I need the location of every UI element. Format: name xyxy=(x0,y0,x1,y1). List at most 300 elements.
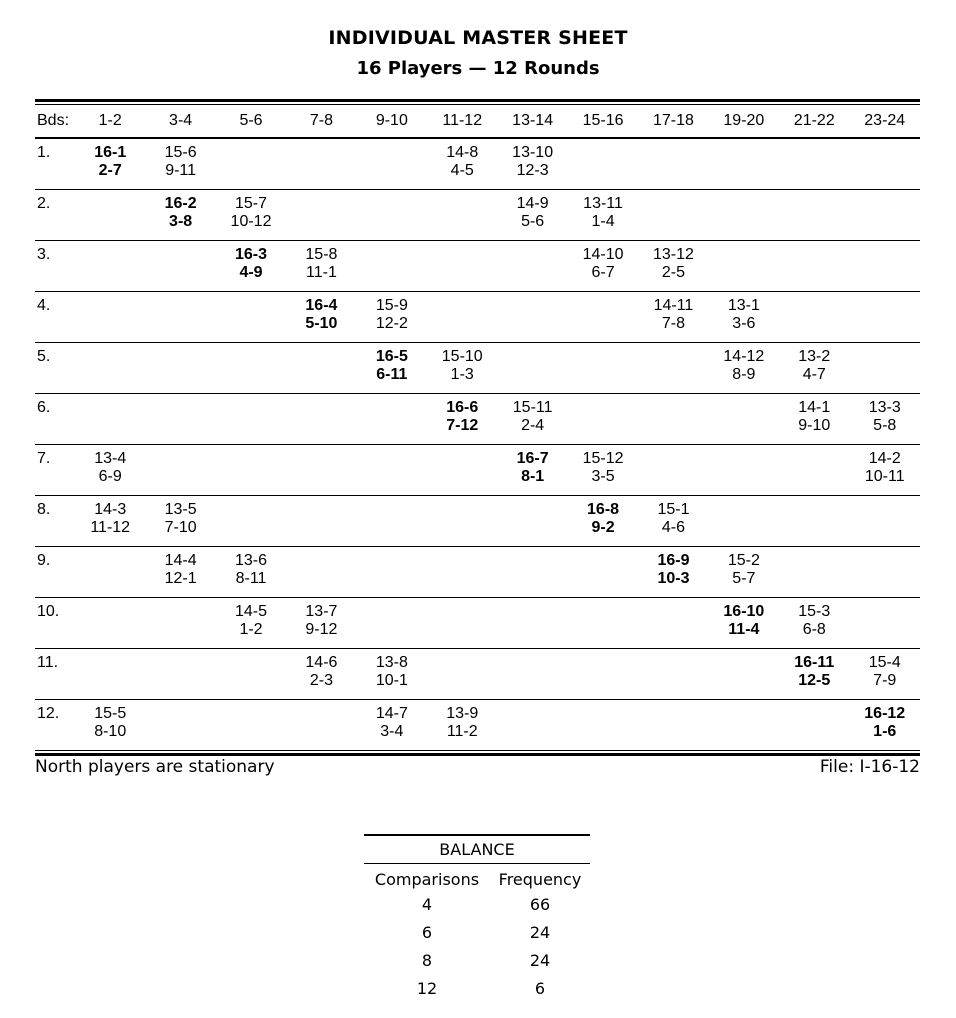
pairing-cell xyxy=(357,445,427,496)
ew-pair: 2-3 xyxy=(309,672,333,689)
pairing-cell xyxy=(638,496,708,547)
round-label: 7. xyxy=(37,450,51,467)
ns-pair: 16-7 xyxy=(516,450,549,467)
board-header: 1-2 xyxy=(98,112,122,129)
ew-pair: 4-6 xyxy=(661,519,686,536)
pairing-cell xyxy=(849,649,920,700)
frequency-value: 6 xyxy=(534,979,546,998)
ew-pair: 11-2 xyxy=(446,723,478,740)
pairing-cell xyxy=(497,547,567,598)
pairing-cell xyxy=(568,649,638,700)
pairing-cell xyxy=(779,598,849,649)
pairing-cell xyxy=(779,700,849,751)
pairing-cell xyxy=(216,292,286,343)
pairing-cell xyxy=(145,394,215,445)
pairing-cell xyxy=(427,700,497,751)
pairing-cell xyxy=(638,343,708,394)
round-row xyxy=(35,547,920,598)
ns-pair: 13-11 xyxy=(583,195,623,212)
pairing-cell xyxy=(709,394,779,445)
ns-pair: 16-12 xyxy=(864,705,906,722)
board-header: 13-14 xyxy=(512,112,554,129)
ew-pair: 3-5 xyxy=(591,468,615,485)
pairing-cell xyxy=(145,241,215,292)
ew-pair: 9-11 xyxy=(165,162,197,179)
ew-pair: 10-3 xyxy=(657,570,690,587)
pairing-cell xyxy=(216,445,286,496)
ew-pair: 7-8 xyxy=(661,315,686,332)
round-row xyxy=(35,700,920,751)
ns-pair: 15-1 xyxy=(657,501,690,518)
ew-pair: 7-10 xyxy=(164,519,197,536)
pairing-cell xyxy=(216,190,286,241)
pairing-cell xyxy=(709,138,779,190)
pairing-cell xyxy=(568,292,638,343)
pairing-cell xyxy=(427,343,497,394)
pairing-cell xyxy=(849,190,920,241)
pairing-cell xyxy=(286,700,356,751)
pairing-cell xyxy=(357,292,427,343)
pairing-cell xyxy=(497,649,567,700)
pairing-cell xyxy=(145,190,215,241)
round-row xyxy=(35,394,920,445)
round-row xyxy=(35,343,920,394)
pairing-cell xyxy=(709,700,779,751)
pairing-cell xyxy=(497,394,567,445)
pairing-cell xyxy=(286,190,356,241)
frequency-value: 24 xyxy=(529,951,551,970)
ns-pair: 13-9 xyxy=(446,705,479,722)
pairing-cell xyxy=(286,598,356,649)
ew-pair: 8-11 xyxy=(235,570,267,587)
pairing-cell xyxy=(75,394,145,445)
ew-pair: 10-1 xyxy=(375,672,408,689)
board-header: 17-18 xyxy=(652,112,694,129)
ns-pair: 15-8 xyxy=(305,246,338,263)
ns-pair: 16-5 xyxy=(375,348,408,365)
pairing-cell xyxy=(779,445,849,496)
pairing-cell xyxy=(75,292,145,343)
pairing-cell xyxy=(709,547,779,598)
pairing-cell xyxy=(497,700,567,751)
ew-pair: 12-3 xyxy=(516,162,549,179)
pairing-cell xyxy=(497,138,567,190)
pairing-cell xyxy=(286,547,356,598)
ns-pair: 14-8 xyxy=(446,144,479,161)
round-label: 9. xyxy=(37,552,51,569)
ns-pair: 15-10 xyxy=(441,348,483,365)
pairing-cell xyxy=(216,496,286,547)
ew-pair: 8-10 xyxy=(94,723,127,740)
round-label: 5. xyxy=(37,348,51,365)
pairing-cell xyxy=(216,343,286,394)
pairing-cell xyxy=(638,241,708,292)
ew-pair: 3-8 xyxy=(169,213,193,230)
board-header: 5-6 xyxy=(239,112,263,129)
pairing-cell xyxy=(75,598,145,649)
balance-row xyxy=(364,947,590,975)
frequency-header: Frequency xyxy=(498,870,582,889)
ns-pair: 15-9 xyxy=(375,297,408,314)
pairing-cell xyxy=(709,445,779,496)
pairing-cell xyxy=(357,598,427,649)
board-header: 11-12 xyxy=(442,112,483,129)
pairing-cell xyxy=(427,138,497,190)
ew-pair: 5-8 xyxy=(873,417,897,434)
ns-pair: 14-9 xyxy=(516,195,549,212)
ew-pair: 5-6 xyxy=(521,213,545,230)
pairing-cell xyxy=(145,547,215,598)
ns-pair: 15-5 xyxy=(94,705,127,722)
ns-pair: 13-4 xyxy=(94,450,127,467)
pairing-cell xyxy=(427,496,497,547)
pairing-cell xyxy=(638,138,708,190)
ns-pair: 13-1 xyxy=(727,297,760,314)
comparisons-value: 6 xyxy=(421,923,433,942)
sheet-body xyxy=(35,138,920,750)
ns-pair: 13-12 xyxy=(652,246,694,263)
pairing-cell xyxy=(427,649,497,700)
stationary-note: North players are stationary xyxy=(35,757,275,777)
pairing-cell xyxy=(849,598,920,649)
pairing-cell xyxy=(75,649,145,700)
ew-pair: 10-12 xyxy=(230,213,272,230)
balance-row xyxy=(364,891,590,919)
board-header: 15-16 xyxy=(582,112,624,129)
ns-pair: 16-9 xyxy=(657,552,690,569)
sheet-header xyxy=(35,105,920,138)
board-header: 3-4 xyxy=(169,112,193,129)
ns-pair: 14-12 xyxy=(723,348,765,365)
pairing-cell xyxy=(568,190,638,241)
pairing-cell xyxy=(709,241,779,292)
ns-pair: 15-12 xyxy=(582,450,624,467)
pairing-cell xyxy=(145,598,215,649)
round-row xyxy=(35,138,920,190)
pairing-cell xyxy=(497,190,567,241)
ew-pair: 2-4 xyxy=(521,417,545,434)
round-label: 8. xyxy=(37,501,51,518)
ew-pair: 5-7 xyxy=(732,570,756,587)
ns-pair: 14-1 xyxy=(798,399,831,416)
pairing-cell xyxy=(568,445,638,496)
ew-pair: 9-10 xyxy=(798,417,831,434)
pairing-cell xyxy=(286,343,356,394)
pairing-cell xyxy=(357,138,427,190)
pairing-cell xyxy=(145,445,215,496)
pairing-cell xyxy=(709,292,779,343)
ew-pair: 5-10 xyxy=(305,315,338,332)
pairing-cell xyxy=(216,241,286,292)
pairing-cell xyxy=(427,445,497,496)
pairing-cell xyxy=(568,138,638,190)
pairing-cell xyxy=(638,700,708,751)
frequency-value: 24 xyxy=(529,923,551,942)
pairing-cell xyxy=(286,292,356,343)
balance-header-row xyxy=(364,864,590,891)
ew-pair: 2-5 xyxy=(661,264,686,281)
pairing-cell xyxy=(286,445,356,496)
pairing-cell xyxy=(427,190,497,241)
pairing-cell xyxy=(427,241,497,292)
pairing-cell xyxy=(75,241,145,292)
pairing-cell xyxy=(849,292,920,343)
ew-pair: 9-2 xyxy=(591,519,615,536)
ew-pair: 7-9 xyxy=(873,672,897,689)
ns-pair: 13-6 xyxy=(235,552,268,569)
pairing-cell xyxy=(638,394,708,445)
ns-pair: 15-4 xyxy=(868,654,901,671)
pairing-cell xyxy=(497,241,567,292)
board-header: 7-8 xyxy=(309,112,333,129)
pairing-cell xyxy=(849,138,920,190)
ew-pair: 3-4 xyxy=(380,723,404,740)
balance-table xyxy=(364,834,590,1003)
pairing-cell xyxy=(357,649,427,700)
ew-pair: 12-5 xyxy=(798,672,831,689)
pairing-cell xyxy=(75,547,145,598)
ew-pair: 2-7 xyxy=(98,162,122,179)
frequency-value: 66 xyxy=(529,895,551,914)
footer xyxy=(35,757,920,777)
pairing-cell xyxy=(568,598,638,649)
round-row xyxy=(35,292,920,343)
ew-pair: 3-6 xyxy=(732,315,756,332)
pairing-cell xyxy=(497,445,567,496)
ew-pair: 12-1 xyxy=(164,570,197,587)
ns-pair: 14-3 xyxy=(94,501,127,518)
pairing-cell xyxy=(357,700,427,751)
pairing-cell xyxy=(779,547,849,598)
ew-pair: 1-4 xyxy=(591,213,615,230)
pairing-cell xyxy=(638,292,708,343)
pairing-cell xyxy=(779,496,849,547)
pairing-cell xyxy=(75,445,145,496)
page-title: INDIVIDUAL MASTER SHEET xyxy=(328,27,628,49)
pairing-cell xyxy=(427,394,497,445)
ns-pair: 16-3 xyxy=(235,246,268,263)
round-row xyxy=(35,496,920,547)
pairing-cell xyxy=(497,598,567,649)
pairing-cell xyxy=(568,241,638,292)
pairing-cell xyxy=(145,343,215,394)
pairing-cell xyxy=(849,241,920,292)
ns-pair: 13-3 xyxy=(868,399,901,416)
pairing-cell xyxy=(779,649,849,700)
ew-pair: 11-4 xyxy=(728,621,760,638)
pairing-cell xyxy=(709,496,779,547)
round-label: 1. xyxy=(37,144,51,161)
pairing-cell xyxy=(286,241,356,292)
pairing-cell xyxy=(568,343,638,394)
ns-pair: 15-6 xyxy=(164,144,197,161)
pairing-cell xyxy=(286,649,356,700)
pairing-cell xyxy=(286,394,356,445)
pairing-cell xyxy=(568,547,638,598)
ew-pair: 11-12 xyxy=(90,519,131,536)
pairing-cell xyxy=(779,138,849,190)
ns-pair: 16-11 xyxy=(794,654,835,671)
ew-pair: 4-9 xyxy=(239,264,263,281)
pairing-cell xyxy=(286,496,356,547)
ew-pair: 9-12 xyxy=(305,621,338,638)
pairing-cell xyxy=(849,343,920,394)
pairing-cell xyxy=(216,138,286,190)
balance-row xyxy=(364,975,590,1003)
pairing-cell xyxy=(638,445,708,496)
pairing-cell xyxy=(75,496,145,547)
pairing-cell xyxy=(75,138,145,190)
comparisons-value: 8 xyxy=(421,951,433,970)
master-sheet-table xyxy=(35,105,920,750)
pairing-cell xyxy=(849,700,920,751)
round-label: 11. xyxy=(37,654,59,671)
ns-pair: 14-4 xyxy=(164,552,197,569)
board-header: 23-24 xyxy=(864,112,906,129)
comparisons-value: 4 xyxy=(421,895,433,914)
ew-pair: 8-1 xyxy=(521,468,545,485)
pairing-cell xyxy=(638,190,708,241)
pairing-cell xyxy=(849,394,920,445)
pairing-cell xyxy=(357,241,427,292)
ew-pair: 6-11 xyxy=(376,366,408,383)
pairing-cell xyxy=(497,292,567,343)
pairing-cell xyxy=(216,547,286,598)
boards-label: Bds: xyxy=(37,112,70,129)
ew-pair: 10-11 xyxy=(864,468,905,485)
pairing-cell xyxy=(145,292,215,343)
pairing-cell xyxy=(849,496,920,547)
balance-body xyxy=(364,891,590,1003)
ew-pair: 1-6 xyxy=(873,723,897,740)
pairing-cell xyxy=(216,598,286,649)
pairing-cell xyxy=(145,700,215,751)
bottom-rule-thick xyxy=(35,753,920,756)
page-subtitle: 16 Players — 12 Rounds xyxy=(356,58,600,79)
master-sheet xyxy=(35,99,920,756)
ew-pair: 4-7 xyxy=(802,366,826,383)
pairing-cell xyxy=(427,292,497,343)
ew-pair: 7-12 xyxy=(446,417,479,434)
pairing-cell xyxy=(779,343,849,394)
pairing-cell xyxy=(779,292,849,343)
ew-pair: 1-3 xyxy=(450,366,474,383)
pairing-cell xyxy=(638,649,708,700)
ns-pair: 14-10 xyxy=(582,246,624,263)
ns-pair: 16-2 xyxy=(164,195,197,212)
pairing-cell xyxy=(709,598,779,649)
balance-title: BALANCE xyxy=(439,839,515,859)
pairing-cell xyxy=(497,496,567,547)
ns-pair: 13-7 xyxy=(305,603,338,620)
round-row xyxy=(35,649,920,700)
ns-pair: 14-5 xyxy=(235,603,268,620)
board-header: 21-22 xyxy=(793,112,835,129)
pairing-cell xyxy=(497,343,567,394)
ns-pair: 16-1 xyxy=(94,144,127,161)
pairing-cell xyxy=(568,496,638,547)
pairing-cell xyxy=(216,700,286,751)
ns-pair: 14-11 xyxy=(653,297,694,314)
pairing-cell xyxy=(216,649,286,700)
sheet-header-row xyxy=(35,105,920,138)
pairing-cell xyxy=(427,547,497,598)
pairing-cell xyxy=(75,343,145,394)
ew-pair: 6-9 xyxy=(98,468,122,485)
ew-pair: 6-7 xyxy=(591,264,615,281)
pairing-cell xyxy=(427,598,497,649)
ew-pair: 4-5 xyxy=(450,162,474,179)
balance-frequency-table xyxy=(364,864,590,1003)
comparisons-header: Comparisons xyxy=(374,870,480,889)
pairing-cell xyxy=(779,241,849,292)
ns-pair: 13-5 xyxy=(164,501,197,518)
ns-pair: 16-10 xyxy=(723,603,765,620)
pairing-cell xyxy=(145,138,215,190)
pairing-cell xyxy=(849,547,920,598)
ns-pair: 16-6 xyxy=(446,399,479,416)
round-label: 10. xyxy=(37,603,60,620)
ew-pair: 11-1 xyxy=(306,264,337,281)
ns-pair: 15-7 xyxy=(235,195,268,212)
ew-pair: 8-9 xyxy=(732,366,756,383)
ns-pair: 15-2 xyxy=(727,552,760,569)
round-label: 4. xyxy=(37,297,51,314)
pairing-cell xyxy=(357,394,427,445)
ns-pair: 14-2 xyxy=(868,450,901,467)
pairing-cell xyxy=(849,445,920,496)
pairing-cell xyxy=(75,190,145,241)
round-label: 12. xyxy=(37,705,60,722)
pairing-cell xyxy=(568,394,638,445)
pairing-cell xyxy=(638,598,708,649)
pairing-cell xyxy=(357,343,427,394)
round-row xyxy=(35,241,920,292)
pairing-cell xyxy=(779,394,849,445)
round-row xyxy=(35,598,920,649)
ns-pair: 16-8 xyxy=(587,501,620,518)
round-label: 6. xyxy=(37,399,51,416)
ns-pair: 13-10 xyxy=(512,144,554,161)
pairing-cell xyxy=(145,649,215,700)
round-row xyxy=(35,445,920,496)
round-label: 2. xyxy=(37,195,51,212)
pairing-cell xyxy=(779,190,849,241)
pairing-cell xyxy=(75,700,145,751)
ns-pair: 14-7 xyxy=(375,705,408,722)
ns-pair: 15-11 xyxy=(512,399,553,416)
round-label: 3. xyxy=(37,246,51,263)
ns-pair: 13-2 xyxy=(798,348,831,365)
pairing-cell xyxy=(357,547,427,598)
pairing-cell xyxy=(216,394,286,445)
comparisons-value: 12 xyxy=(416,979,438,998)
pairing-cell xyxy=(568,700,638,751)
ns-pair: 15-3 xyxy=(798,603,831,620)
pairing-cell xyxy=(145,496,215,547)
board-header: 19-20 xyxy=(723,112,765,129)
ns-pair: 16-4 xyxy=(305,297,338,314)
balance-row xyxy=(364,919,590,947)
pairing-cell xyxy=(286,138,356,190)
ew-pair: 12-2 xyxy=(375,315,408,332)
round-row xyxy=(35,190,920,241)
ew-pair: 6-8 xyxy=(802,621,826,638)
pairing-cell xyxy=(709,649,779,700)
pairing-cell xyxy=(357,190,427,241)
file-label: File: I-16-12 xyxy=(819,757,920,777)
ew-pair: 1-2 xyxy=(239,621,263,638)
